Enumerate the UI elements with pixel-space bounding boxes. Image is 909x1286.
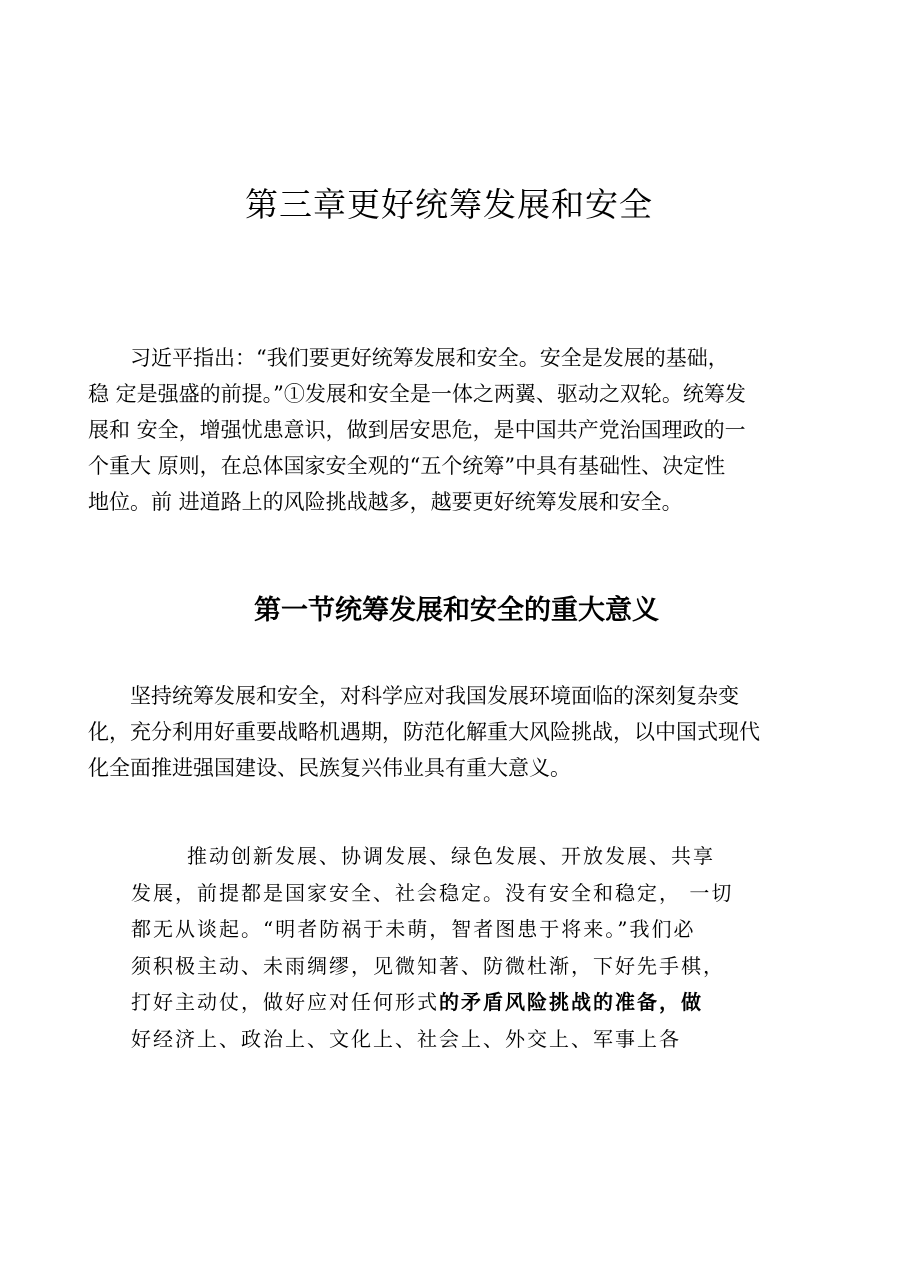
quote-line: 推动创新发展、协调发展、绿色发展、开放发展、共享 bbox=[187, 844, 715, 868]
section-line: 化，充分利用好重要战略机遇期，防范化解重大风险挑战，以中国式现代 bbox=[88, 720, 760, 744]
intro-line: 习近平指出：“我们要更好统筹发展和安全。安全是发展的基础， bbox=[130, 346, 729, 370]
section-line: 化全面推进强国建设、民族复兴伟业具有重大意义。 bbox=[88, 756, 571, 780]
quote-line: 发展，前提都是国家安全、社会稳定。没有安全和稳定， 一切 bbox=[131, 880, 734, 905]
quote-line: 好经济上、政治上、文化上、社会上、外交上、军事上各 bbox=[131, 1026, 681, 1051]
quote-line bbox=[131, 984, 791, 1021]
intro-paragraph bbox=[88, 340, 812, 520]
section-paragraph bbox=[88, 678, 812, 786]
intro-line: 展和 安全，增强忧患意识，做到居安思危，是中国共产党治国理政的一 bbox=[88, 418, 746, 442]
quote-line: 都无从谈起。“明者防祸于未萌，智者图患于将来。”我们必 bbox=[131, 917, 696, 941]
section-line: 坚持统筹发展和安全，对科学应对我国发展环境面临的深刻复杂变 bbox=[130, 684, 739, 708]
quote-line-regular-text: 打好主动仗，做好应对任何形式 bbox=[131, 990, 439, 1014]
intro-line: 稳 定是强盛的前提。”①发展和安全是一体之两翼、驱动之双轮。统筹发 bbox=[88, 382, 746, 406]
quote-paragraph bbox=[131, 838, 791, 1057]
chapter-title: 第三章更好统筹发展和安全 bbox=[245, 185, 653, 224]
intro-line: 地位。前 进道路上的风险挑战越多，越要更好统筹发展和安全。 bbox=[88, 490, 683, 514]
intro-line: 个重大 原则，在总体国家安全观的“五个统筹”中具有基础性、决定性 bbox=[88, 454, 726, 478]
quote-line-bold-text: 的矛盾风险挑战的准备，做 bbox=[439, 990, 703, 1014]
quote-line: 须积极主动、未雨绸缪，见微知著、防微杜渐，下好先手棋， bbox=[131, 953, 725, 978]
section-title: 第一节统筹发展和安全的重大意义 bbox=[254, 595, 659, 626]
